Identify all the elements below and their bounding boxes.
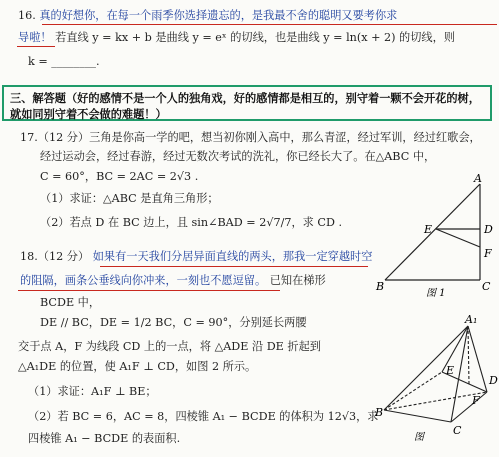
q18-problem-text: 已知在梯形 (269, 274, 326, 287)
q17-line3: C = 60°，BC = 2AC = 2√3 . (40, 170, 199, 183)
q18-number: 18.（12 分） (20, 250, 90, 263)
fig2-label-b: B (375, 406, 384, 419)
q18-blue-text-2: 的阻隔，画条公垂线向你冲来，一刻也不愿逗留。 (20, 274, 267, 287)
q16-line1 (18, 9, 397, 23)
q18-line3: BCDE 中， (40, 296, 101, 309)
section-3-title-line1: 三、解答题（好的感情不是一个人的独角戏，好的感情都是相互的，别守着一颗不会开花的树， (10, 92, 480, 105)
fig1-label-c: C (482, 280, 491, 293)
figure-1-triangle (370, 172, 498, 300)
q18-line1 (20, 250, 372, 264)
q16-number: 16. (18, 9, 36, 22)
fig2-label-d: D (489, 374, 498, 387)
q18-line9: 四棱锥 A₁ − BCDE 的表面积. (28, 432, 181, 445)
section-3-title-line2: 就如同别守着不会做的难题！） (10, 108, 167, 121)
q18-blue-text: 如果有一天我们分居异面直线的两头，那我一定穿越时空 (92, 250, 373, 263)
fig2-label-e: E (446, 364, 455, 377)
q16-problem-text: 若直线 y = kx + b 是曲线 y = eˣ 的切线，也是曲线 y = ln(x + 2) 的切线，则 (55, 31, 455, 44)
fig2-label-f: F (472, 394, 480, 407)
q17-line1: 17.（12 分）三角是你高一学的吧，想当初你刚入高中，那么青涩，经过军训，经过红歌会， (20, 131, 481, 144)
figure-2-pyramid (372, 312, 498, 452)
fig1-caption: 图 1 (426, 288, 446, 299)
q17-line2: 经过运动会，经过春游，经过无数次考试的洗礼，你已经长大了。在△ABC 中， (40, 150, 436, 163)
fig1-label-f: F (484, 247, 492, 260)
fig1-label-d: D (484, 223, 493, 236)
fig2-caption: 图 (414, 432, 424, 443)
fig2-label-a1: A₁ (465, 313, 478, 326)
q18-part2: （2）若 BC = 6，AC = 8，四棱锥 A₁ − BCDE 的体积为 12√3，求 (28, 410, 379, 423)
q18-line5: 交于点 A，F 为线段 CD 上的一点，将 △ADE 沿 DE 折起到 (18, 340, 321, 353)
fig1-label-e: E (424, 223, 433, 236)
fig2-label-c: C (453, 424, 462, 437)
q18-line2 (20, 274, 326, 288)
q16-blue-text-2: 导啦！ (18, 31, 52, 44)
q16-underline-1 (42, 24, 497, 25)
q17-part1: （1）求证：△ABC 是直角三角形； (40, 192, 219, 205)
fig1-label-a: A (474, 172, 482, 185)
section-3-header-box (2, 85, 492, 121)
q18-line4: DE // BC，DE = 1/2 BC，C = 90°，分别延长两腰 (40, 316, 307, 329)
fig1-label-b: B (376, 280, 385, 293)
q16-blue-text: 真的好想你，在每一个雨季你选择遗忘的，是我最不舍的聪明又要考你求 (39, 9, 398, 22)
q18-underline-1 (100, 266, 368, 267)
q18-underline-2 (18, 290, 280, 291)
q16-underline-2 (17, 46, 55, 47)
q16-answer-line: k = ________. (28, 55, 100, 68)
q16-line2 (18, 31, 455, 45)
q17-part2: （2）若点 D 在 BC 边上，且 sin∠BAD = 2√7/7，求 CD . (40, 216, 343, 229)
q18-line6: △A₁DE 的位置，使 A₁F ⊥ CD，如图 2 所示。 (18, 360, 257, 373)
q18-part1: （1）求证：A₁F ⊥ BE； (28, 385, 157, 398)
